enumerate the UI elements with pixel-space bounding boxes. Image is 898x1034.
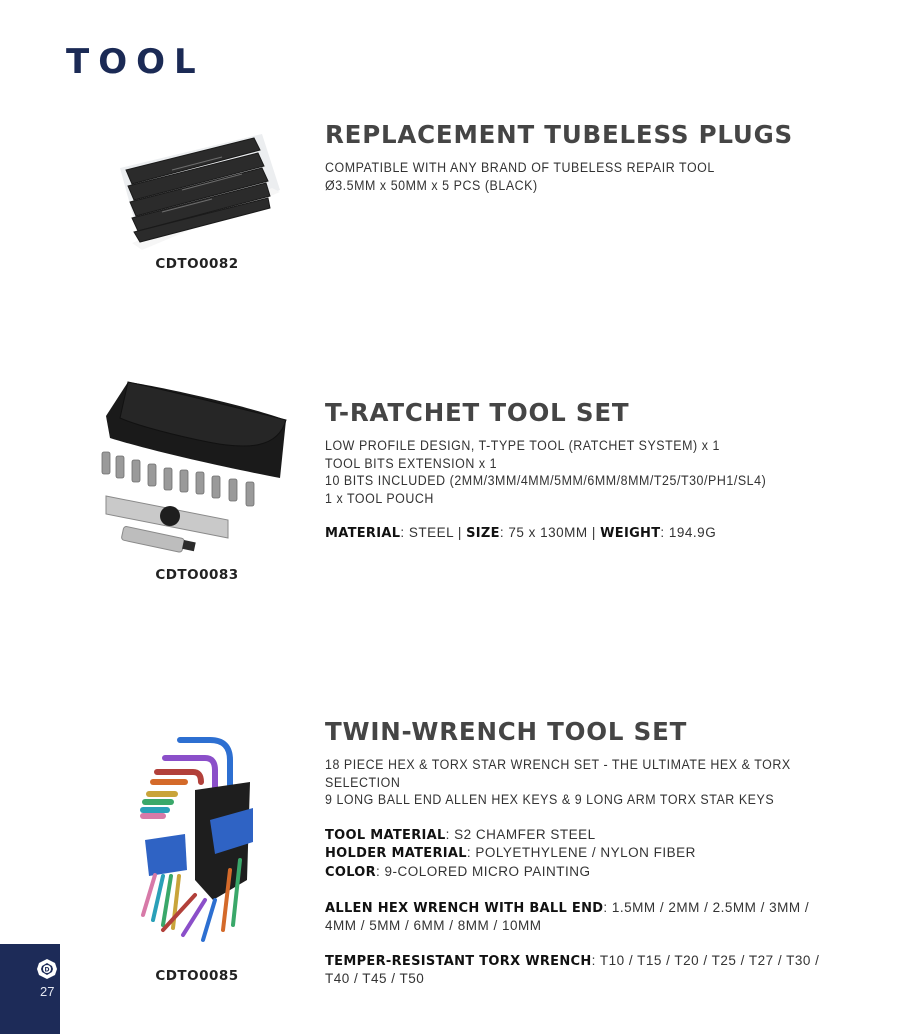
spec-label-material: MATERIAL <box>325 526 401 542</box>
page-number-tab <box>0 944 60 1034</box>
description-line: TOOL BITS EXTENSION x 1 <box>325 455 498 471</box>
spec-line <box>325 863 825 882</box>
brand-logo-icon <box>36 958 58 980</box>
description-line: 18 PIECE HEX & TORX STAR WRENCH SET - THE ULTIMATE HEX & TORX <box>325 757 791 772</box>
spec-line <box>325 826 825 845</box>
t-ratchet-tool-set-image <box>98 378 293 563</box>
product-name: T-RATCHET TOOL SET <box>325 398 630 427</box>
description-line: 1 x TOOL POUCH <box>325 490 434 506</box>
spec-value-weight: : 194.9G <box>660 525 717 541</box>
twin-wrench-tool-set-image <box>135 730 270 945</box>
product-name: REPLACEMENT TUBELESS PLUGS <box>325 120 793 149</box>
spec-line <box>325 844 825 863</box>
allen-spec-line <box>325 899 825 918</box>
product-info <box>325 120 825 194</box>
description-line: LOW PROFILE DESIGN, T-TYPE TOOL (RATCHET SYSTEM) x 1 <box>325 438 720 453</box>
description-line: SELECTION <box>325 774 401 790</box>
spec-value-size: : 75 x 130MM | <box>499 525 601 541</box>
spec-label: HOLDER MATERIAL <box>325 846 467 862</box>
svg-text:D: D <box>44 966 50 974</box>
product-sku: CDTO0082 <box>155 256 239 272</box>
description-line: Ø3.5MM x 50MM x 5 PCS (BLACK) <box>325 177 538 193</box>
product-info <box>325 398 825 543</box>
allen-spec-value: : 1.5MM / 2MM / 2.5MM / 3MM / <box>603 899 810 915</box>
tubeless-plugs-image <box>112 128 282 250</box>
allen-spec-label: ALLEN HEX WRENCH WITH BALL END <box>325 900 604 916</box>
description-line: 9 LONG BALL END ALLEN HEX KEYS & 9 LONG ARM TORX STAR KEYS <box>325 792 775 808</box>
torx-spec-line <box>325 952 825 971</box>
product-name: TWIN-WRENCH TOOL SET <box>325 717 688 746</box>
spec-value: : 9-COLORED MICRO PAINTING <box>375 863 591 879</box>
product-sku: CDTO0085 <box>155 968 239 984</box>
spec-value: : POLYETHYLENE / NYLON FIBER <box>466 845 696 861</box>
spec-value-material: : STEEL | <box>400 525 467 541</box>
allen-spec-line-2: 4MM / 5MM / 6MM / 8MM / 10MM <box>325 918 542 934</box>
description-line: 10 BITS INCLUDED (2MM/3MM/4MM/5MM/6MM/8MM/T25/T30/PH1/SL4) <box>325 473 767 489</box>
spec-label-size: SIZE <box>466 526 500 542</box>
product-info <box>325 717 825 988</box>
spec-label: TOOL MATERIAL <box>325 827 446 843</box>
torx-spec-line-2: T40 / T45 / T50 <box>325 971 425 987</box>
torx-spec-value: : T10 / T15 / T20 / T25 / T27 / T30 / <box>591 952 820 968</box>
torx-spec-label: TEMPER-RESISTANT TORX WRENCH <box>325 953 592 969</box>
spec-value: : S2 CHAMFER STEEL <box>445 826 596 842</box>
spec-label-weight: WEIGHT <box>600 526 661 542</box>
section-title: TOOL <box>66 42 205 82</box>
spec-line <box>325 524 825 543</box>
spec-label: COLOR <box>325 864 376 880</box>
page-number: 27 <box>40 984 55 999</box>
product-sku: CDTO0083 <box>155 567 239 583</box>
description-line: COMPATIBLE WITH ANY BRAND OF TUBELESS REPAIR TOOL <box>325 160 715 175</box>
